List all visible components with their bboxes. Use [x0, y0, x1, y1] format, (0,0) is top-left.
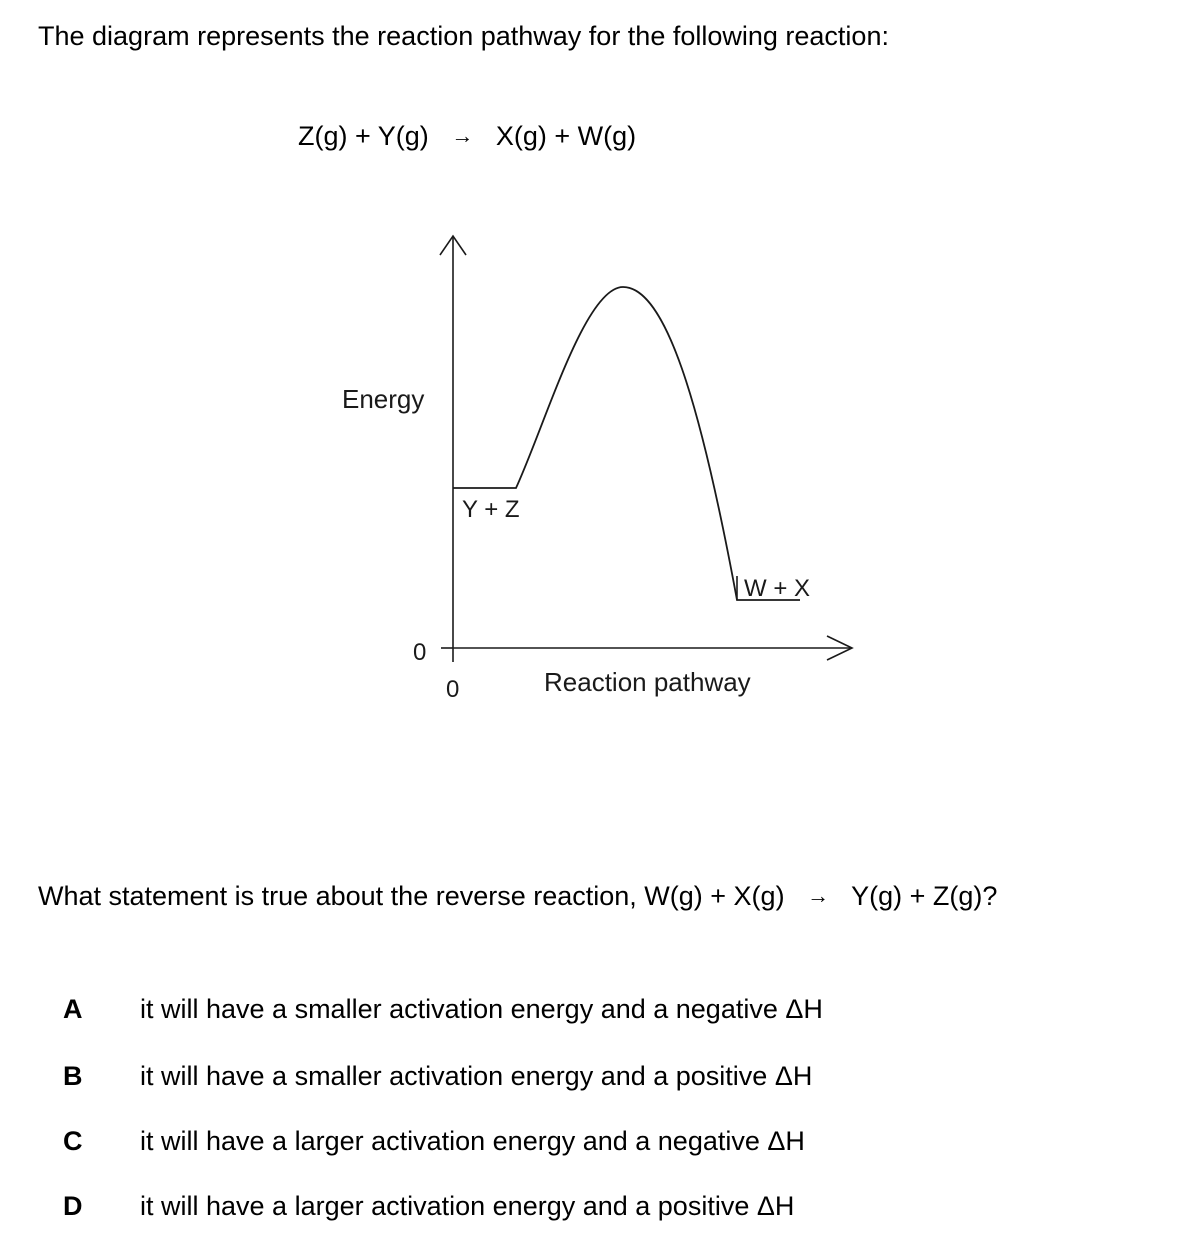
x-axis-arrowhead — [827, 636, 852, 660]
question-text — [38, 878, 997, 916]
y-axis-label: Energy — [342, 384, 425, 414]
option-text: it will have a larger activation energy and a negative ΔH — [140, 1126, 805, 1156]
option-text: it will have a smaller activation energy and a positive ΔH — [140, 1061, 813, 1091]
product-level-label: W + X — [744, 575, 811, 602]
option-text: it will have a larger activation energy and a positive ΔH — [140, 1191, 795, 1221]
option-letter: A — [63, 994, 83, 1024]
option-b[interactable] — [0, 1056, 1100, 1096]
equation-products: X(g) + W(g) — [495, 121, 637, 151]
equation-arrow: → — [451, 123, 474, 148]
reactant-level-label: Y + Z — [462, 496, 520, 523]
option-d[interactable] — [0, 1186, 1100, 1226]
reaction-equation — [298, 118, 636, 156]
equation-reactants: Z(g) + Y(g) — [298, 121, 429, 151]
option-letter: C — [63, 1126, 83, 1156]
option-c[interactable] — [0, 1121, 1100, 1161]
option-text: it will have a smaller activation energy and a negative ΔH — [140, 994, 823, 1024]
y-axis-arrowhead — [440, 236, 466, 255]
x-axis-label: Reaction pathway — [544, 667, 751, 697]
y-origin-label: 0 — [413, 639, 427, 666]
energy-curve — [453, 287, 800, 600]
option-a[interactable] — [0, 989, 1100, 1029]
question-before: What statement is true about the reverse reaction, W(g) + X(g) — [38, 881, 785, 911]
option-letter: D — [63, 1191, 83, 1221]
option-letter: B — [63, 1061, 83, 1091]
intro-text: The diagram represents the reaction pathway for the following reaction: — [38, 21, 889, 51]
question-arrow: → — [807, 883, 830, 908]
question-after: Y(g) + Z(g)? — [851, 881, 998, 911]
x-origin-label: 0 — [446, 676, 460, 703]
